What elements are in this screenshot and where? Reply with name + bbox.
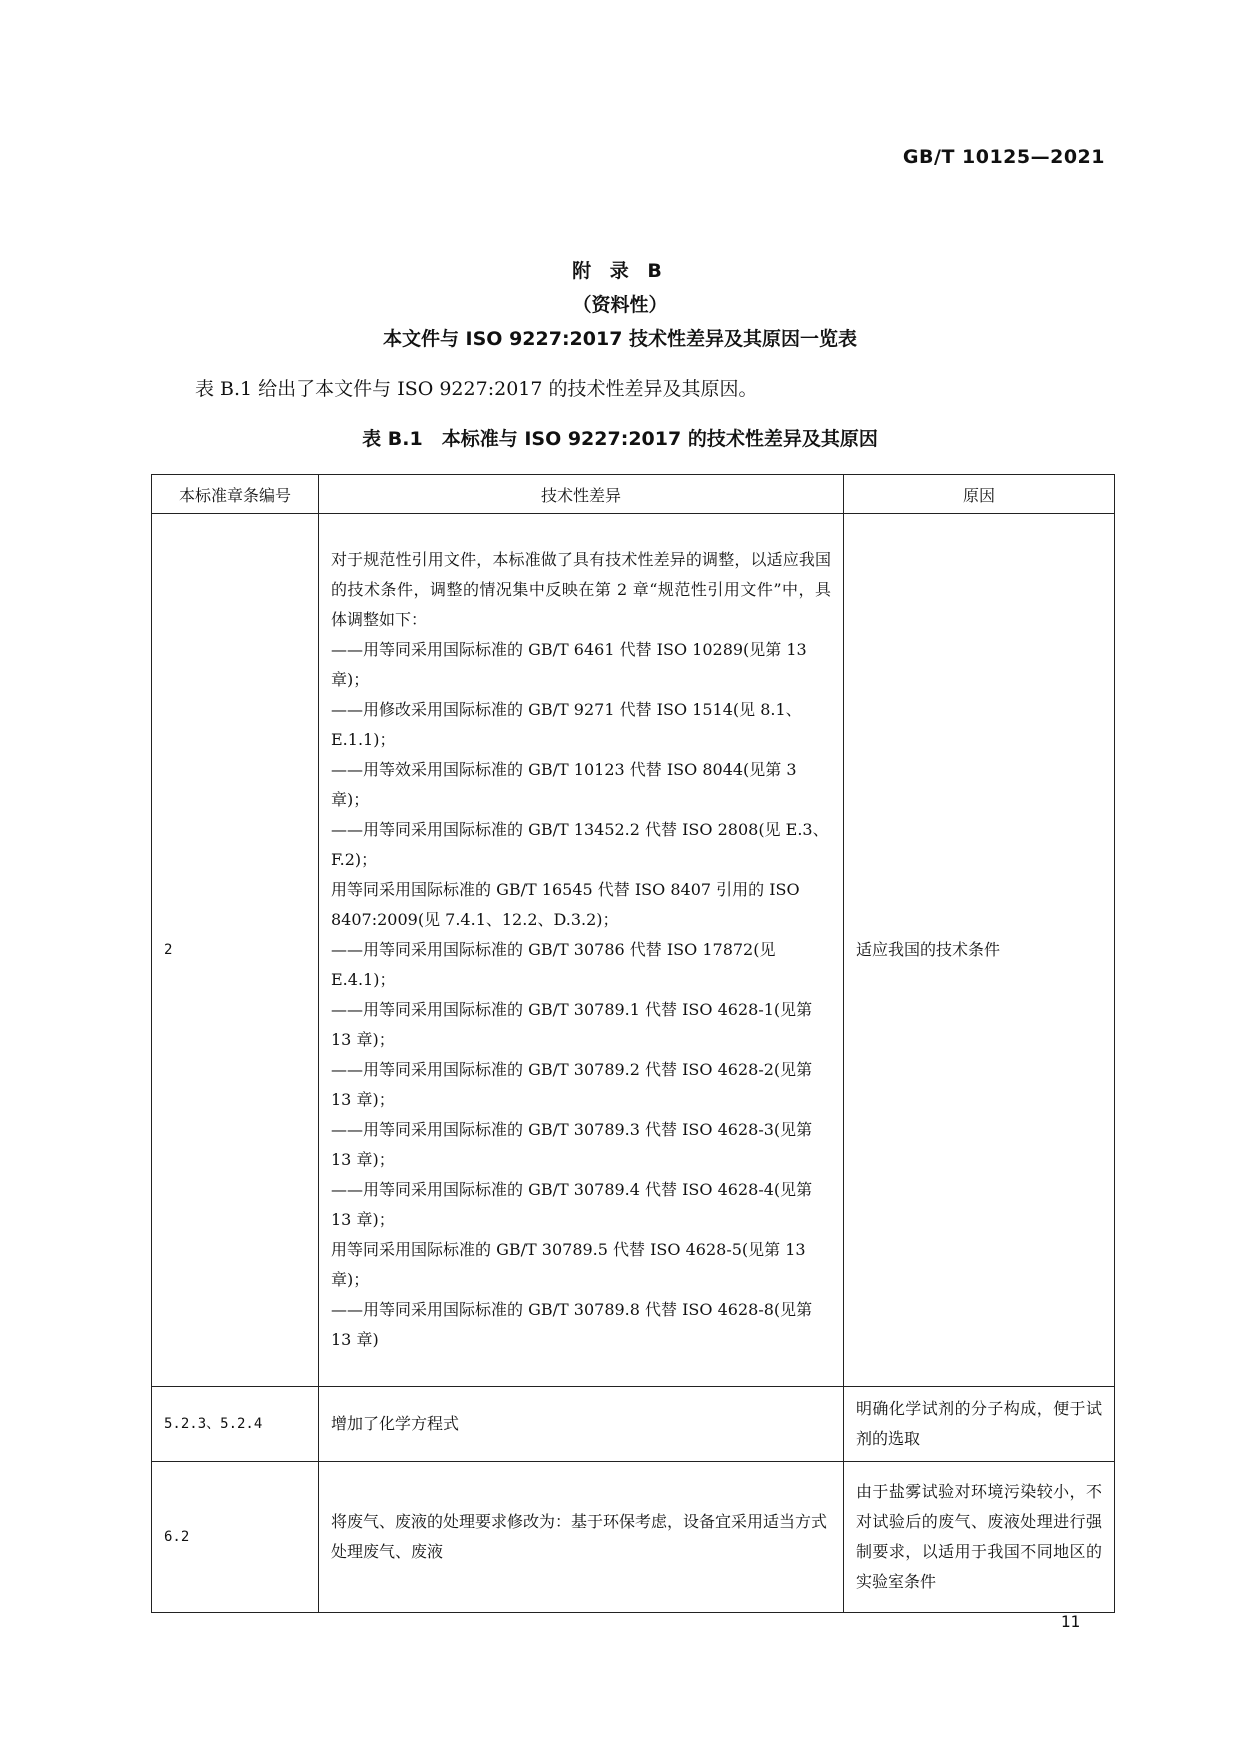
intro-paragraph: 表 B.1 给出了本文件与 ISO 9227:2017 的技术性差异及其原因。	[195, 378, 758, 400]
difference-item: ——用等同采用国际标准的 GB/T 30789.1 代替 ISO 4628-1(见第 13 章)；	[331, 1000, 813, 1049]
clause-cell: 5.2.3、5.2.4	[152, 1387, 319, 1462]
table-caption: 表 B.1 本标准与 ISO 9227:2017 的技术性差异及其原因	[362, 428, 878, 450]
header-reason: 原因	[844, 475, 1115, 514]
header-difference: 技术性差异	[319, 475, 844, 514]
difference-cell	[319, 514, 844, 1387]
difference-item: ——用等同采用国际标准的 GB/T 30789.4 代替 ISO 4628-4(见第 13 章)；	[331, 1180, 813, 1229]
reason-cell: 适应我国的技术条件	[844, 514, 1115, 1387]
difference-item: ——用等同采用国际标准的 GB/T 30789.8 代替 ISO 4628-8(见第 13 章)	[331, 1300, 813, 1349]
reason-cell: 由于盐雾试验对环境污染较小，不对试验后的废气、废液处理进行强制要求，以适用于我国不同地区的实验室条件	[844, 1462, 1115, 1613]
difference-item: ——用等同采用国际标准的 GB/T 6461 代替 ISO 10289(见第 13 章)；	[331, 640, 807, 689]
difference-item: 用等同采用国际标准的 GB/T 16545 代替 ISO 8407 引用的 ISO 8407:2009(见 7.4.1、12.2、D.3.2)；	[331, 880, 800, 929]
difference-cell: 将废气、废液的处理要求修改为：基于环保考虑，设备宜采用适当方式处理废气、废液	[319, 1462, 844, 1613]
difference-cell: 增加了化学方程式	[319, 1387, 844, 1462]
difference-item: ——用修改采用国际标准的 GB/T 9271 代替 ISO 1514(见 8.1、E.1.1)；	[331, 700, 802, 749]
difference-item: ——用等同采用国际标准的 GB/T 30789.2 代替 ISO 4628-2(见第 13 章)；	[331, 1060, 813, 1109]
difference-item: ——用等同采用国际标准的 GB/T 30786 代替 ISO 17872(见 E.4.1)；	[331, 940, 776, 989]
annex-title: 附 录 B	[572, 260, 668, 282]
page-number: 11	[1060, 1612, 1080, 1631]
clause-cell: 2	[152, 514, 319, 1387]
difference-item: ——用等同采用国际标准的 GB/T 30789.3 代替 ISO 4628-3(见第 13 章)；	[331, 1120, 813, 1169]
header-clause: 本标准章条编号	[152, 475, 319, 514]
clause-cell: 6.2	[152, 1462, 319, 1613]
annex-heading: 本文件与 ISO 9227:2017 技术性差异及其原因一览表	[382, 328, 858, 350]
difference-item: ——用等同采用国际标准的 GB/T 13452.2 代替 ISO 2808(见 E.3、F.2)；	[331, 820, 829, 869]
table-row	[152, 1462, 1115, 1613]
table-row	[152, 514, 1115, 1387]
reason-cell: 明确化学试剂的分子构成，便于试剂的选取	[844, 1387, 1115, 1462]
table-header-row	[152, 475, 1115, 514]
difference-item: ——用等效采用国际标准的 GB/T 10123 代替 ISO 8044(见第 3 章)；	[331, 760, 797, 809]
table-row	[152, 1387, 1115, 1462]
annex-nature: （资料性）	[572, 294, 668, 316]
difference-intro: 对于规范性引用文件，本标准做了具有技术性差异的调整，以适应我国的技术条件，调整的情况集中反映在第 2 章“规范性引用文件”中，具体调整如下：	[331, 550, 831, 629]
difference-item: 用等同采用国际标准的 GB/T 30789.5 代替 ISO 4628-5(见第 13 章)；	[331, 1240, 806, 1289]
standard-code: GB/T 10125—2021	[902, 146, 1105, 168]
differences-table	[151, 474, 1115, 1613]
